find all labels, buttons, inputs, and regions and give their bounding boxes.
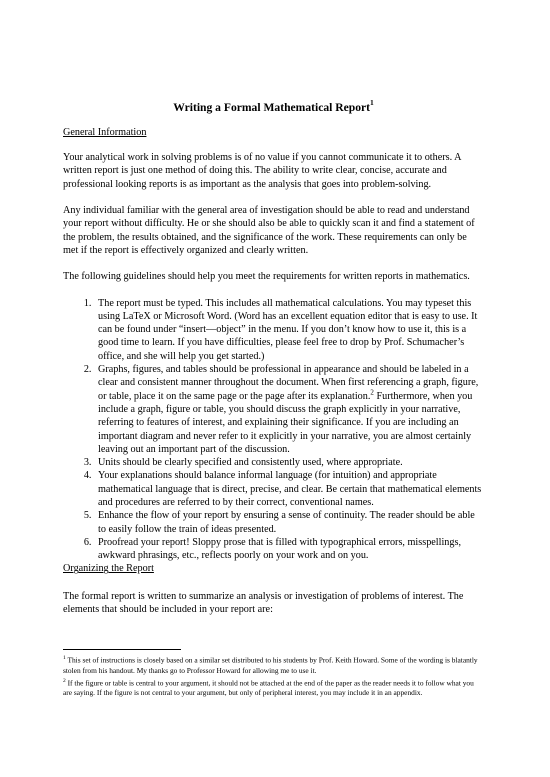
list-item-text: Graphs, figures, and tables should be professional in appearance and should be labeled in a clear and consistent manner throughout the document. When first referencing a graph, figure, or table, place it on the same page or the page after its explanation.: [98, 364, 479, 402]
footnote-divider: [63, 649, 181, 650]
footnote-1-text: This set of instructions is closely based on a similar set distributed to his students by Prof. Keith Howard. Some of the wording is blatantly stolen from his handout. My thanks go to Professor Howard for allowing me to use it.: [63, 655, 478, 675]
list-item-text: Furthermore, when you include a graph, figure or table, you should discuss the graph explicitly in your narrative, referring to features of interest, and explaining their significance. If you are including an important diagram and never refer to it explicitly in your narrative, you are almost certainly leaving out an important part of the discussion.: [98, 390, 473, 455]
paragraph-1: Your analytical work in solving problems is of no value if you cannot communicate it to others. A written report is just one method of doing this. The ability to write clear, concise, accurate and professional looking reports is as important as the analysis that goes into problem-solving.: [63, 152, 461, 190]
guidelines-list: [63, 297, 484, 563]
footnote-1-mark: 1: [63, 655, 66, 662]
title-footnote-mark: 1: [370, 98, 374, 107]
paragraph-3: The following guidelines should help you meet the requirements for written reports in mathematics.: [63, 271, 470, 283]
paragraph-4: The formal report is written to summarize an analysis or investigation of problems of interest. The elements that should be included in your report are:: [63, 590, 464, 616]
list-item: 6. Proofread your report! Sloppy prose that is filled with typographical errors, misspellings, awkward phrasings, etc., reflects poorly on your work and on you.: [94, 536, 484, 563]
list-item: 3. Units should be clearly specified and consistently used, where appropriate.: [94, 456, 484, 469]
section-heading-general: General Information: [63, 126, 147, 138]
footnote-1: [63, 653, 484, 675]
paragraph-2: Any individual familiar with the general area of investigation should be able to read and understand your report without difficulty. He or she should also be able to quickly scan it and find a statement of the problem, the results obtained, and the significance of the work. These requirements can only be met if the report is effectively organized and clearly written.: [63, 205, 475, 256]
footnote-2-text: If the figure or table is central to your argument, it should not be attached at the end of the paper as the reader needs it to follow what you are saying. If the figure is not central to your argument, but only of peripheral interest, you may include it in an appendix.: [63, 678, 474, 698]
footnote-2: [63, 676, 484, 698]
title-text: Writing a Formal Mathematical Report: [173, 100, 371, 114]
list-item: 1. The report must be typed. This includes all mathematical calculations. You may typeset this using LaTeX or Microsoft Word. (Word has an excellent equation editor that is easy to use. It can be found under “insert—object” in the menu. If you don’t know how to use it, this is a good time to learn. If you have difficulties, please feel free to drop by Prof. Schumacher’s office, and she will help you get started.): [94, 297, 484, 363]
list-item: 5. Enhance the flow of your report by ensuring a sense of continuity. The reader should be able to easily follow the train of ideas presented.: [94, 509, 484, 536]
document-title: [63, 96, 484, 115]
list-item: [94, 363, 484, 456]
footnote-mark: 2: [370, 388, 374, 397]
section-heading-organizing: Organizing the Report: [63, 563, 154, 575]
list-item: 4. Your explanations should balance informal language (for intuition) and appropriate mathematical language that is direct, precise, and clear. Be certain that mathematical elements and procedures are referred to by their correct, conventional names.: [94, 469, 484, 509]
footnote-2-mark: 2: [63, 677, 66, 684]
